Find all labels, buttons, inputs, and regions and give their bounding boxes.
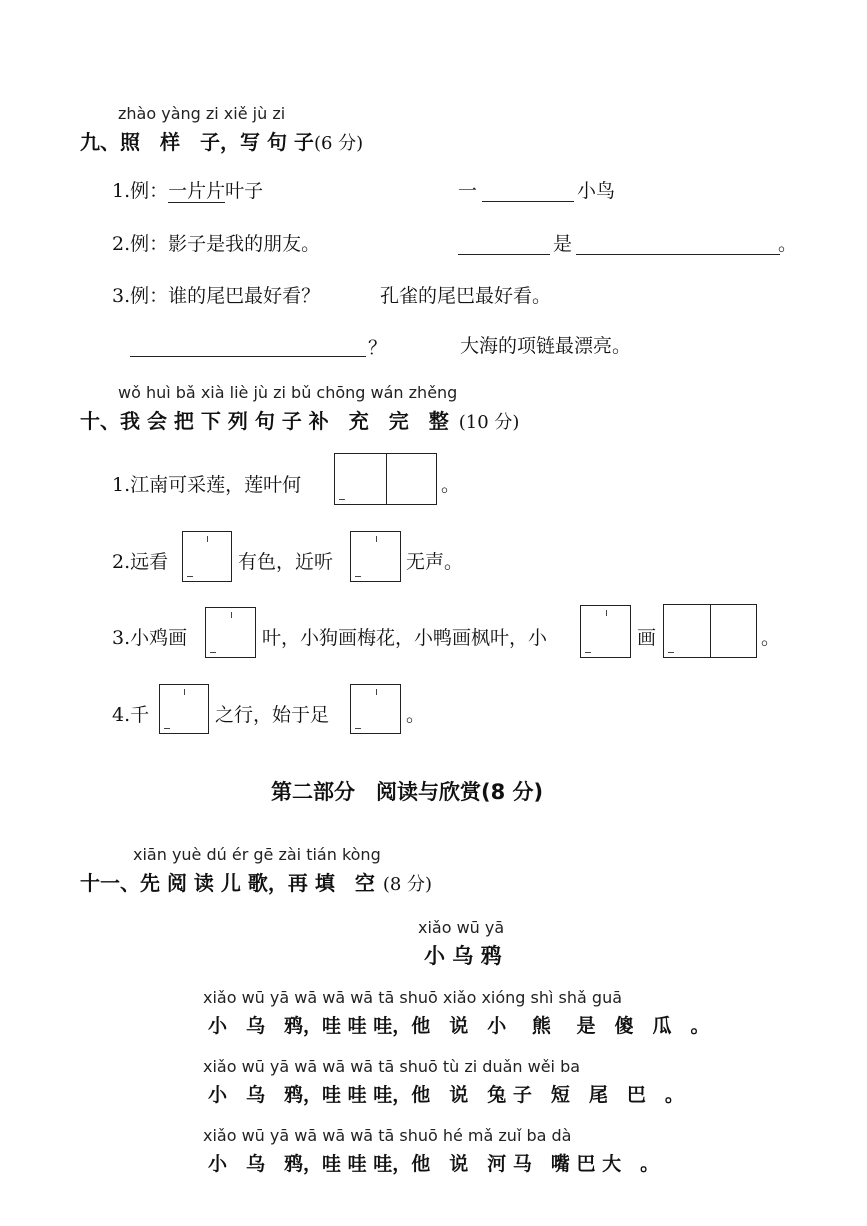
q11-title-text: 十一、先 阅 读 儿 歌，再 填 空 — [80, 871, 375, 895]
q9-item1-task-suffix: 小鸟 — [577, 180, 616, 202]
q9-score: (6 分) — [313, 133, 364, 154]
q10-item2-text-b: 有色，近听 — [238, 551, 334, 573]
q9-item2-example — [112, 229, 320, 256]
q9-item1-task-prefix: 一 — [458, 180, 478, 202]
poem-line1-text: 小 乌 鸦，哇 哇 哇，他 说 小 熊 是 傻 瓜 。 — [208, 1015, 710, 1037]
q9-item3-task-q: ？ — [368, 337, 388, 359]
q9-pinyin: zhào yàng zi xiě jù zi — [118, 104, 286, 123]
item-number: 1. — [112, 474, 131, 496]
q10-item3-end: 。 — [761, 627, 781, 649]
example-label: 例： — [130, 180, 169, 202]
q10-item4-answer-box-1[interactable] — [159, 684, 209, 734]
example-label: 例： — [130, 233, 169, 255]
q10-pinyin: wǒ huì bǎ xià liè jù zi bǔ chōng wán zhěng — [118, 383, 458, 402]
poem-line2-text: 小 乌 鸦，哇 哇 哇，他 说 兔 子 短 尾 巴 。 — [208, 1084, 684, 1106]
part2-title: 第二部分 阅读与欣赏(8 分) — [271, 780, 544, 804]
poem-title-pinyin: xiǎo wū yā — [418, 918, 505, 937]
q10-item4-num-text — [112, 700, 149, 727]
q10-item3-answer-box-1[interactable] — [205, 607, 256, 658]
q9-item2-task-end: 。 — [778, 233, 798, 255]
q11-score: (8 分) — [382, 874, 433, 895]
q10-item2-answer-box-2[interactable] — [350, 531, 401, 582]
q9-title — [80, 126, 363, 155]
item-number: 4. — [112, 704, 131, 726]
q11-title — [80, 867, 432, 896]
q9-item2-blank-1[interactable] — [458, 254, 550, 255]
q9-item3-example — [112, 281, 320, 308]
example-text: 影子是我的朋友。 — [168, 233, 321, 255]
q9-item1-blank[interactable] — [482, 201, 574, 202]
q9-item3-example-answer: 孔雀的尾巴最好看。 — [380, 285, 552, 307]
q10-item1-end: 。 — [441, 474, 461, 496]
box-divider — [710, 605, 711, 657]
item-number: 2. — [112, 233, 131, 255]
q10-title — [80, 405, 519, 434]
q10-item4-text-b: 之行，始于足 — [215, 704, 330, 726]
example-underlined: 一片片 — [168, 180, 226, 202]
poem-line2-pinyin: xiǎo wū yā wā wā wā tā shuō tù zi duǎn wěi ba — [203, 1057, 581, 1076]
poem-line3-pinyin: xiǎo wū yā wā wā wā tā shuō hé mǎ zuǐ ba dà — [203, 1126, 572, 1145]
q10-score: (10 分) — [458, 412, 520, 433]
box-divider — [386, 454, 387, 504]
example-rest: 叶子 — [225, 180, 264, 202]
q10-item3-answer-box-2[interactable] — [580, 605, 631, 658]
q9-title-text: 九、照 样 子，写 句 子 — [80, 130, 314, 154]
item-text: 远看 — [130, 551, 169, 573]
q9-item2-blank-2[interactable] — [576, 254, 780, 255]
q10-item3-text-c: 画 — [637, 627, 657, 649]
q10-item3-num-text — [112, 623, 187, 650]
q10-item1-answer-box[interactable] — [334, 453, 437, 505]
q10-item2-num-text — [112, 547, 168, 574]
q10-item3-text-b: 叶，小狗画梅花，小鸭画枫叶，小 — [262, 627, 548, 649]
q10-title-text: 十、我 会 把 下 列 句 子 补 充 完 整 — [80, 409, 449, 433]
q10-item2-text-c: 无声。 — [406, 551, 464, 573]
q10-item1-text — [112, 470, 301, 497]
item-number: 3. — [112, 627, 131, 649]
q10-item4-end: 。 — [406, 704, 426, 726]
q10-item2-answer-box-1[interactable] — [182, 531, 232, 582]
example-text: 谁的尾巴最好看？ — [168, 285, 321, 307]
example-label: 例： — [130, 285, 169, 307]
poem-title: 小 乌 鸦 — [424, 944, 502, 968]
q10-item3-answer-box-3[interactable] — [663, 604, 757, 658]
item-text: 小鸡画 — [130, 627, 188, 649]
q9-item3-blank[interactable] — [130, 356, 366, 357]
item-number: 2. — [112, 551, 131, 573]
q10-item4-answer-box-2[interactable] — [350, 684, 401, 734]
item-number: 1. — [112, 180, 131, 202]
item-number: 3. — [112, 285, 131, 307]
poem-line1-pinyin: xiǎo wū yā wā wā wā tā shuō xiǎo xióng shì shǎ guā — [203, 988, 623, 1007]
q9-item1-example — [112, 176, 263, 203]
q9-item3-task-answer: 大海的项链最漂亮。 — [460, 335, 632, 357]
q11-pinyin: xiān yuè dú ér gē zài tián kòng — [133, 845, 381, 864]
item-text: 江南可采莲，莲叶何 — [130, 474, 302, 496]
item-text: 千 — [130, 704, 150, 726]
poem-line3-text: 小 乌 鸦，哇 哇 哇，他 说 河 马 嘴 巴 大 。 — [208, 1153, 660, 1175]
q9-item2-task-mid: 是 — [553, 233, 573, 255]
